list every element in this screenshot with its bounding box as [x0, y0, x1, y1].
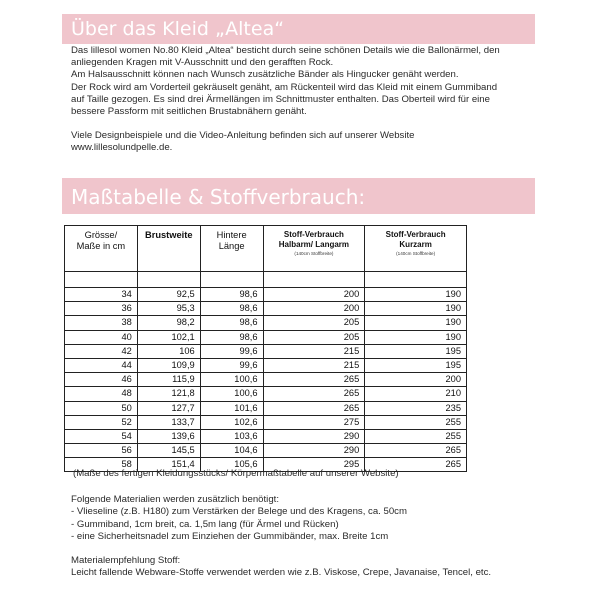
table-spacer-row: [65, 272, 467, 288]
table-row: [65, 302, 467, 316]
table-cell: 200: [263, 288, 365, 302]
table-row: [65, 358, 467, 372]
table-cell: 40: [65, 330, 138, 344]
table-row: [65, 316, 467, 330]
table-cell: 42: [65, 344, 138, 358]
table-cell: 190: [365, 302, 467, 316]
header-size: Grösse/ Maße in cm: [65, 226, 138, 272]
section-title-about: Über das Kleid „Altea“: [62, 14, 535, 44]
website-link: www.lillesolundpelle.de.: [71, 142, 173, 154]
table-cell: 34: [65, 288, 138, 302]
description-line: Das lillesol women No.80 Kleid „Altea“ besticht durch seine schönen Details wie die Ballonärmel, den: [71, 45, 500, 56]
table-cell: 190: [365, 316, 467, 330]
table-cell: 101,6: [200, 401, 263, 415]
table-cell: 44: [65, 358, 138, 372]
table-cell: 98,6: [200, 302, 263, 316]
table-row: [65, 387, 467, 401]
table-cell: 255: [365, 429, 467, 443]
header-back-length: Hintere Länge: [200, 226, 263, 272]
header-fabric-short: Stoff-Verbrauch Kurzarm (140cm Stoffbreite): [365, 226, 467, 272]
table-cell: 100,6: [200, 373, 263, 387]
table-row: [65, 373, 467, 387]
table-cell: 105,6: [200, 458, 263, 472]
table-cell: 98,6: [200, 316, 263, 330]
section-title-size-table: Maßtabelle & Stoffverbrauch:: [62, 178, 535, 214]
table-cell: 99,6: [200, 344, 263, 358]
table-cell: 99,6: [200, 358, 263, 372]
table-row: [65, 415, 467, 429]
materials-item: - eine Sicherheitsnadel zum Einziehen der Gummibänder, max. Breite 1cm: [71, 530, 389, 542]
table-cell: 133,7: [137, 415, 200, 429]
website-line: Viele Designbeispiele und die Video-Anleitung befinden sich auf unserer Website: [71, 130, 415, 142]
table-cell: 46: [65, 373, 138, 387]
table-cell: 102,1: [137, 330, 200, 344]
table-cell: 145,5: [137, 444, 200, 458]
table-cell: 106: [137, 344, 200, 358]
table-cell: 255: [365, 415, 467, 429]
table-cell: 98,2: [137, 316, 200, 330]
description-text: [71, 45, 571, 155]
table-cell: 205: [263, 316, 365, 330]
table-cell: 38: [65, 316, 138, 330]
table-cell: 151,4: [137, 458, 200, 472]
table-cell: 275: [263, 415, 365, 429]
table-cell: 100,6: [200, 387, 263, 401]
table-cell: 215: [263, 358, 365, 372]
table-cell: 265: [263, 373, 365, 387]
table-row: [65, 429, 467, 443]
table-cell: 290: [263, 444, 365, 458]
description-line: bessere Passform mit seitlichen Brustabnähern genäht.: [71, 106, 307, 118]
table-cell: 104,6: [200, 444, 263, 458]
materials-heading: Folgende Materialien werden zusätzlich benötigt:: [71, 494, 279, 505]
table-cell: 190: [365, 288, 467, 302]
table-cell: 265: [365, 444, 467, 458]
table-cell: 205: [263, 330, 365, 344]
table-cell: 290: [263, 429, 365, 443]
table-cell: 127,7: [137, 401, 200, 415]
table-row: [65, 401, 467, 415]
table-body: [65, 272, 467, 472]
table-cell: 190: [365, 330, 467, 344]
table-cell: 36: [65, 302, 138, 316]
table-cell: 215: [263, 344, 365, 358]
table-row: [65, 444, 467, 458]
description-line: auf Taille gezogen. Es sind drei Ärmellängen im Schnittmuster enthalten. Das Oberteil wird für eine: [71, 93, 490, 105]
table-cell: 56: [65, 444, 138, 458]
table-cell: 195: [365, 344, 467, 358]
table-cell: 98,6: [200, 330, 263, 344]
table-cell: 92,5: [137, 288, 200, 302]
description-line: Der Rock wird am Vorderteil gekräuselt genäht, am Rückenteil wird das Kleid mit einem Gummiband: [71, 81, 498, 93]
table-cell: 265: [263, 387, 365, 401]
table-cell: 200: [365, 373, 467, 387]
materials-item: - Gummiband, 1cm breit, ca. 1,5m lang (für Ärmel und Rücken): [71, 518, 339, 530]
fabric-heading: Materialempfehlung Stoff:: [71, 555, 181, 567]
table-cell: 295: [263, 458, 365, 472]
table-cell: 139,6: [137, 429, 200, 443]
table-cell: 200: [263, 302, 365, 316]
table-cell: 102,6: [200, 415, 263, 429]
table-cell: 95,3: [137, 302, 200, 316]
table-cell: 195: [365, 358, 467, 372]
table-cell: 265: [263, 401, 365, 415]
header-bust: Brustweite: [137, 226, 200, 272]
table-cell: 235: [365, 401, 467, 415]
table-row: [65, 344, 467, 358]
table-cell: 103,6: [200, 429, 263, 443]
table-row: [65, 330, 467, 344]
table-cell: 210: [365, 387, 467, 401]
description-line: anliegenden Kragen mit V-Ausschnitt und den gerafften Rock.: [71, 57, 334, 69]
table-cell: 109,9: [137, 358, 200, 372]
table-cell: 52: [65, 415, 138, 429]
table-row: [65, 288, 467, 302]
table-cell: 115,9: [137, 373, 200, 387]
description-line: Am Halsausschnitt können nach Wunsch zusätzliche Bänder als Hingucker genäht werden.: [71, 69, 459, 81]
table-cell: 58: [65, 458, 138, 472]
table-cell: 54: [65, 429, 138, 443]
fabric-text: Leicht fallende Webware-Stoffe verwendet werden wie z.B. Viskose, Crepe, Javanaise, Tencel, etc.: [71, 567, 492, 579]
table-header-row: [65, 226, 467, 272]
materials-item: - Vlieseline (z.B. H180) zum Verstärken der Belege und des Kragens, ca. 50cm: [71, 506, 407, 518]
table-footnote: (Maße des fertigen Kleidungsstücks/ Körpermaßtabelle auf unserer Website): [73, 468, 399, 479]
table-cell: 48: [65, 387, 138, 401]
header-fabric-long: Stoff-Verbrauch Halbarm/ Langarm (140cm Stoffbreite): [263, 226, 365, 272]
table-cell: 50: [65, 401, 138, 415]
size-table: [64, 225, 467, 472]
materials-section: [71, 494, 571, 580]
table-cell: 121,8: [137, 387, 200, 401]
table-cell: 98,6: [200, 288, 263, 302]
table-cell: 265: [365, 458, 467, 472]
